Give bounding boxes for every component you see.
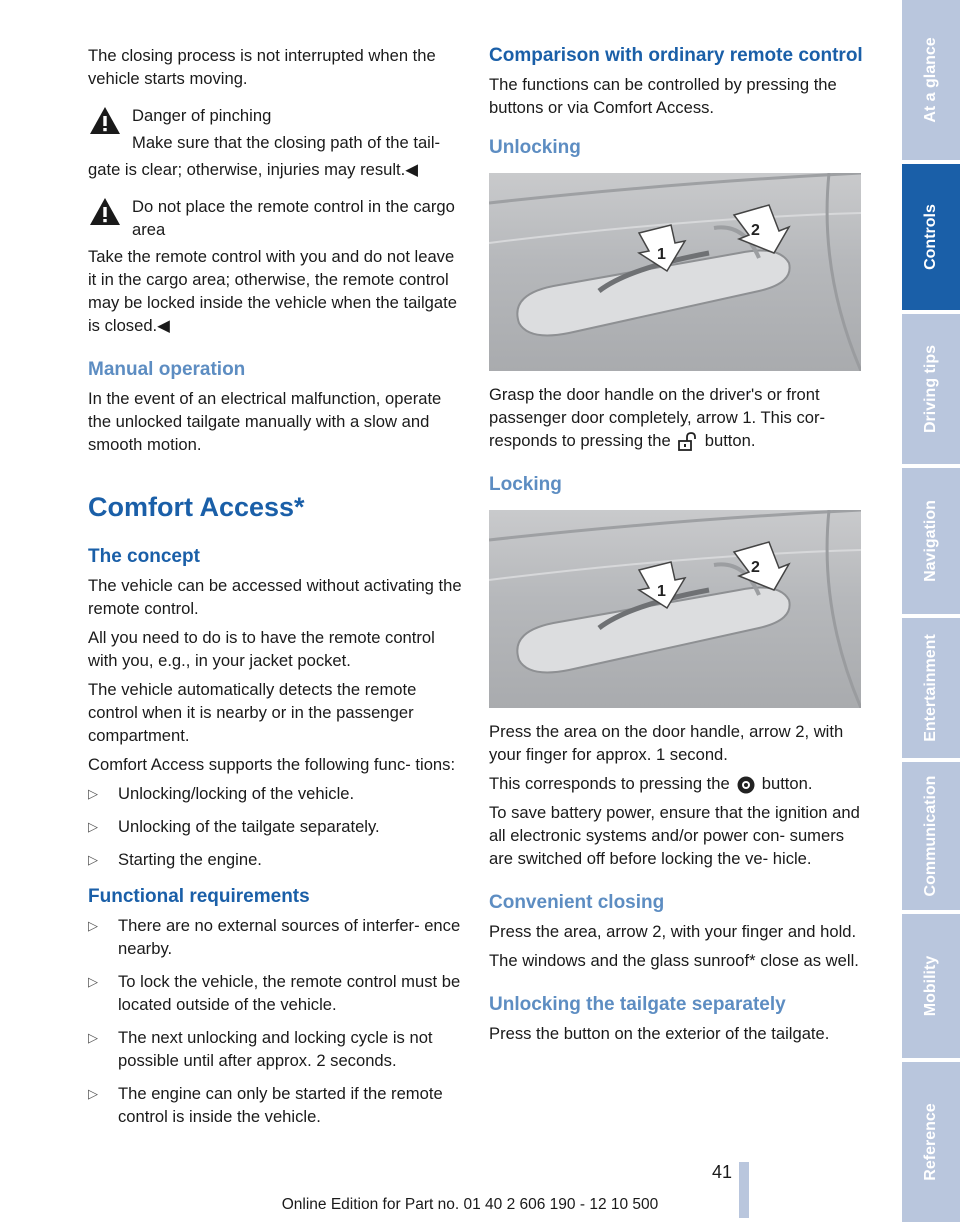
unlocking-heading: Unlocking xyxy=(489,137,581,158)
bullet-icon: ▷ xyxy=(88,852,98,867)
page-number: 41 xyxy=(712,1162,733,1182)
concept-paragraph: The vehicle automatically detects the remote control when it is nearby or in the passenger compartment. xyxy=(88,680,417,745)
concept-paragraph: The vehicle can be accessed without activating the remote control. xyxy=(88,576,462,618)
warning-title: Do not place the remote control in the cargo area xyxy=(132,197,455,239)
warning-icon xyxy=(88,104,122,138)
manual-operation-heading: Manual operation xyxy=(88,359,246,380)
bullet-icon: ▷ xyxy=(88,819,98,834)
right-column xyxy=(489,44,863,1051)
tab-controls[interactable]: Controls xyxy=(902,164,960,314)
tab-communication[interactable]: Communication xyxy=(902,762,960,914)
door-handle-lock-image xyxy=(489,510,861,708)
convenient-closing-text-2: The windows and the glass sunroof* close as well. xyxy=(489,951,859,970)
tab-driving-tips[interactable]: Driving tips xyxy=(902,314,960,468)
functions-list xyxy=(88,782,464,871)
locking-heading: Locking xyxy=(489,474,562,495)
tab-entertainment[interactable]: Entertainment xyxy=(902,618,960,762)
list-item: ▷ Unlocking of the tailgate separately. xyxy=(88,817,380,836)
list-item: ▷ Starting the engine. xyxy=(88,850,262,869)
list-item: ▷ There are no external sources of interfer- ence nearby. xyxy=(88,916,461,958)
bullet-icon: ▷ xyxy=(88,974,98,989)
requirements-list xyxy=(88,914,464,1128)
warning-body: Take the remote control with you and do not leave it in the cargo area; otherwise, the remote control may be locked inside the vehicle when the tailgate is closed.◀ xyxy=(88,247,457,335)
list-item: ▷ The next unlocking and locking cycle is not possible until after approx. 2 seconds. xyxy=(88,1028,433,1070)
tab-navigation[interactable]: Navigation xyxy=(902,468,960,618)
svg-text:2: 2 xyxy=(751,222,760,239)
arrow-2-icon xyxy=(734,542,789,590)
tab-at-a-glance[interactable]: At a glance xyxy=(902,0,960,164)
section-title: Comfort Access* xyxy=(88,492,305,522)
chapter-sidebar xyxy=(902,0,960,1222)
comparison-heading: Comparison with ordinary remote control xyxy=(489,45,863,66)
bullet-icon: ▷ xyxy=(88,1030,98,1045)
svg-text:1: 1 xyxy=(657,583,666,600)
bullet-icon: ▷ xyxy=(88,1086,98,1101)
concept-paragraph: Comfort Access supports the following func- tions: xyxy=(88,755,456,774)
battery-text: To save battery power, ensure that the ignition and all electronic systems and/or power con- sumers are switched off before locking the ve- hicle. xyxy=(489,803,860,868)
bullet-icon: ▷ xyxy=(88,786,98,801)
convenient-closing-text: Press the area, arrow 2, with your finger and hold. xyxy=(489,922,857,941)
footer-text: Online Edition for Part no. 01 40 2 606 190 - 12 10 500 xyxy=(281,1196,659,1213)
locking-text: Press the area on the door handle, arrow 2, with your finger for approx. 1 second. xyxy=(489,722,844,764)
warning-line: Make sure that the closing path of the tail- xyxy=(132,133,441,152)
lock-icon xyxy=(736,775,756,795)
comparison-text: The functions can be controlled by pressing the buttons or via Comfort Access. xyxy=(489,75,837,117)
unlocking-text: Grasp the door handle on the driver's or front passenger door completely, arrow 1. This cor- responds to pressing the button. xyxy=(489,385,826,450)
tailgate-heading: Unlocking the tailgate separately xyxy=(489,994,786,1015)
warning-icon xyxy=(88,195,122,229)
svg-text:2: 2 xyxy=(751,559,760,576)
intro-paragraph: The closing process is not interrupted when the vehicle starts moving. xyxy=(88,46,436,88)
left-column xyxy=(88,44,464,1138)
tab-reference[interactable]: Reference xyxy=(902,1062,960,1226)
warning-body: gate is clear; otherwise, injuries may result.◀ xyxy=(88,160,419,179)
warning-pinching xyxy=(88,104,464,181)
door-handle-unlock-image xyxy=(489,173,861,371)
concept-paragraph: All you need to do is to have the remote control with you, e.g., in your jacket pocket. xyxy=(88,628,435,670)
warning-title: Danger of pinching xyxy=(132,106,272,125)
requirements-heading: Functional requirements xyxy=(88,886,310,907)
locking-text-2: This corresponds to pressing the button. xyxy=(489,774,813,793)
bullet-icon: ▷ xyxy=(88,918,98,933)
svg-text:1: 1 xyxy=(657,246,666,263)
list-item: ▷ To lock the vehicle, the remote control must be located outside of the vehicle. xyxy=(88,972,461,1014)
unlock-icon xyxy=(677,432,699,452)
tab-mobility[interactable]: Mobility xyxy=(902,914,960,1062)
concept-heading: The concept xyxy=(88,546,200,567)
warning-cargo xyxy=(88,195,464,337)
arrow-2-icon xyxy=(734,205,789,253)
convenient-closing-heading: Convenient closing xyxy=(489,892,665,913)
list-item: ▷ The engine can only be started if the remote control is inside the vehicle. xyxy=(88,1084,443,1126)
manual-operation-text: In the event of an electrical malfunction, operate the unlocked tailgate manually with a slow and smooth motion. xyxy=(88,389,442,454)
tailgate-text: Press the button on the exterior of the tailgate. xyxy=(489,1024,830,1043)
list-item: ▷ Unlocking/locking of the vehicle. xyxy=(88,784,355,803)
